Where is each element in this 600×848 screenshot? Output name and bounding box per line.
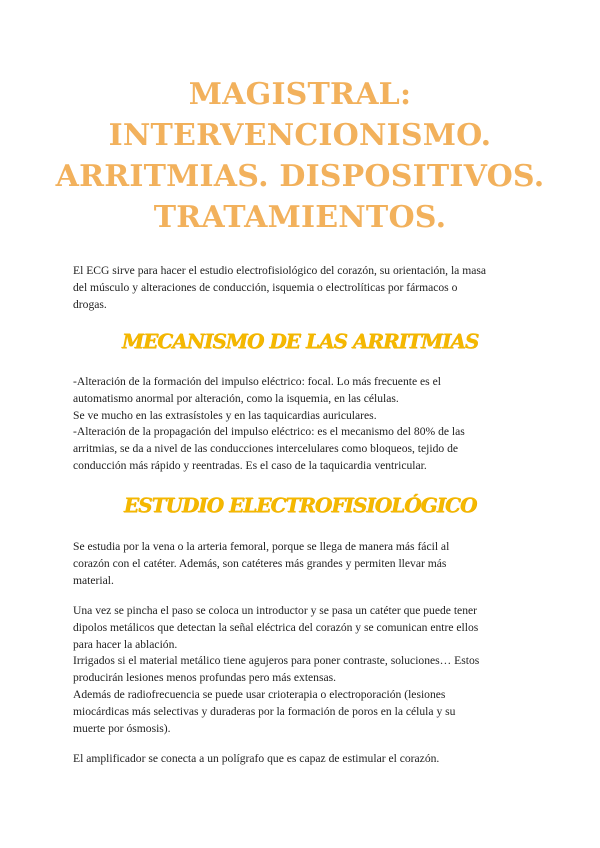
- title-line: TRATAMIENTOS.: [153, 200, 447, 235]
- title-line: ARRITMIAS. DISPOSITIVOS.: [55, 159, 545, 194]
- text-line: Irrigados si el material metálico tiene agujeros para poner contraste, soluciones… Estos: [73, 654, 480, 668]
- text-line: muerte por ósmosis).: [73, 721, 171, 735]
- text-line: Se estudia por la vena o la arteria femoral, porque se llega de manera más fácil al: [73, 540, 450, 553]
- text-line: -Alteración de la formación del impulso eléctrico: focal. Lo más frecuente es el: [73, 375, 441, 388]
- text-line: dipolos metálicos que detectan la señal eléctrica del corazón y se comunican entre ellos: [73, 620, 479, 634]
- text-line: material.: [73, 573, 114, 587]
- text-line: arritmias, se da a nivel de las conducciones intercelulares como bloqueos, tejido de: [73, 442, 459, 456]
- estudio-paragraph-1: [73, 539, 535, 589]
- estudio-paragraph-2: [73, 603, 535, 737]
- section-heading-estudio: ESTUDIO ELECTROFISIOLÓGICO: [123, 493, 477, 517]
- text-line: Se ve mucho en las extrasístoles y en las taquicardias auriculares.: [73, 408, 377, 422]
- mecanismo-paragraph: [73, 374, 535, 475]
- text-line: El ECG sirve para hacer el estudio electrofisiológico del corazón, su orientación, la masa: [73, 264, 487, 277]
- text-line: El amplificador se conecta a un polígrafo que es capaz de estimular el corazón.: [73, 752, 440, 765]
- text-line: drogas.: [73, 297, 107, 311]
- text-line: automatismo anormal por alteración, como la isquemia, en las células.: [73, 391, 399, 405]
- intro-paragraph: [73, 263, 535, 313]
- text-line: miocárdicas más selectivas y duraderas por la formación de poros en la célula y su: [73, 704, 456, 718]
- text-line: conducción más rápido y reentradas. Es el caso de la taquicardia ventricular.: [73, 458, 427, 472]
- text-line: para hacer la ablación.: [73, 637, 178, 651]
- text-line: producirán lesiones menos profundas pero más extensas.: [73, 671, 337, 685]
- text-line: del músculo y alteraciones de conducción, isquemia o electrolíticas por fármacos o: [73, 280, 458, 294]
- title-line: INTERVENCIONISMO.: [108, 118, 492, 153]
- text-line: Una vez se pincha el paso se coloca un introductor y se pasa un catéter que puede tener: [73, 604, 478, 617]
- text-line: Además de radiofrecuencia se puede usar crioterapia o electroporación (lesiones: [73, 687, 446, 701]
- section-heading-mecanismo: MECANISMO DE LAS ARRITMIAS: [121, 329, 479, 353]
- document-title: [40, 74, 560, 238]
- text-line: -Alteración de la propagación del impulso eléctrico: es el mecanismo del 80% de las: [73, 425, 465, 439]
- estudio-paragraph-3: [73, 751, 535, 768]
- title-line: MAGISTRAL:: [188, 77, 412, 112]
- text-line: corazón con el catéter. Además, son catéteres más grandes y permiten llevar más: [73, 556, 447, 570]
